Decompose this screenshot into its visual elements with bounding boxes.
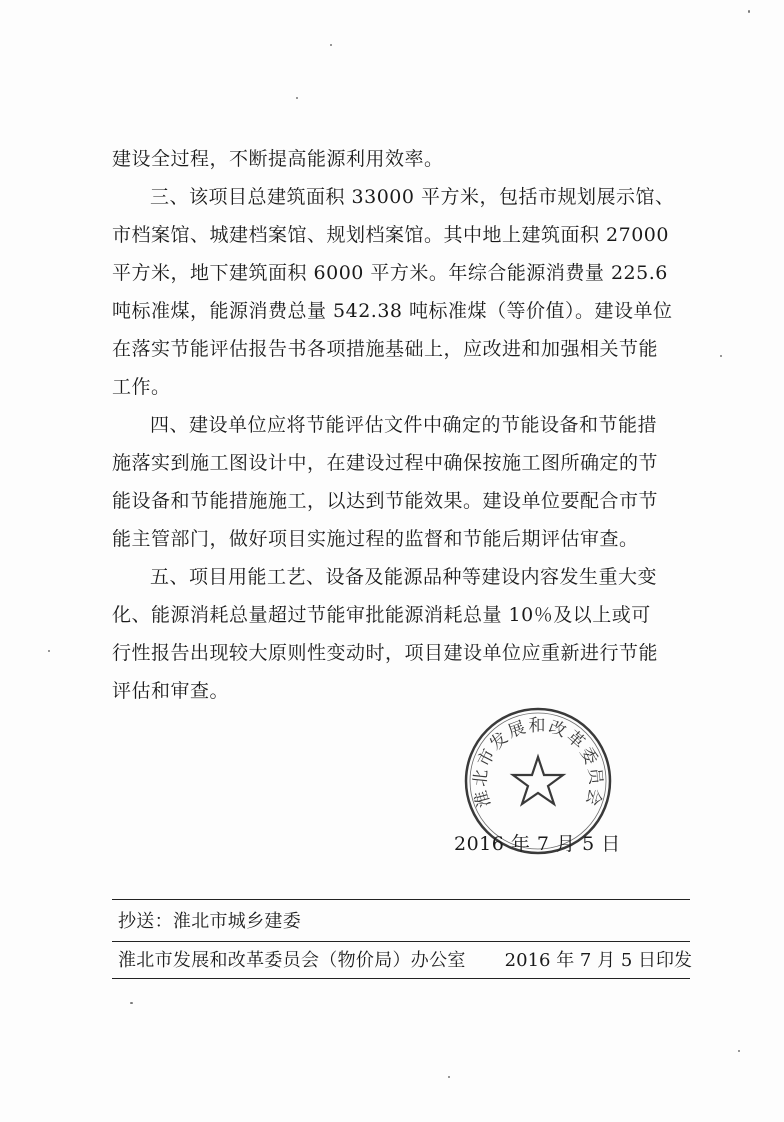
issuer-line: 淮北市发展和改革委员会（物价局）办公室	[118, 950, 466, 971]
footer-top-rule	[112, 899, 690, 900]
paragraph-line: 评估和审查。	[112, 680, 230, 702]
cc-label: 抄送：	[118, 911, 173, 932]
paragraph-line: 行性报告出现较大原则性变动时，项目建设单位应重新进行节能	[112, 642, 659, 664]
scan-speck	[448, 1076, 450, 1078]
paragraph-line: 四、建设单位应将节能评估文件中确定的节能设备和节能措	[150, 414, 658, 436]
print-date: 2016 年 7 月 5 日印发	[504, 950, 692, 971]
document-date: 2016 年 7 月 5 日	[454, 833, 621, 855]
scan-speck	[748, 10, 750, 13]
scan-speck	[330, 44, 332, 46]
paragraph-line: 能主管部门，做好项目实施过程的监督和节能后期评估审查。	[112, 528, 639, 550]
document-body	[112, 140, 702, 710]
cc-value: 淮北市城乡建委	[172, 911, 302, 932]
paragraph-line: 化、能源消耗总量超过节能审批能源消耗总量 10％及以上或可	[112, 604, 651, 626]
paragraph-line: 五、项目用能工艺、设备及能源品种等建设内容发生重大变	[150, 566, 658, 588]
paragraph-line: 平方米，地下建筑面积 6000 平方米。年综合能源消费量 225.6	[112, 262, 668, 284]
footer-bottom-rule	[112, 978, 690, 979]
paragraph-line: 市档案馆、城建档案馆、规划档案馆。其中地上建筑面积 27000	[112, 224, 669, 246]
paragraph-line: 能设备和节能措施施工，以达到节能效果。建设单位要配合市节	[112, 490, 659, 512]
paragraph-line: 施落实到施工图设计中，在建设过程中确保按施工图所确定的节	[112, 452, 659, 474]
scan-speck	[296, 97, 298, 99]
scan-speck	[130, 1002, 133, 1004]
paragraph-line: 建设全过程，不断提高能源利用效率。	[112, 148, 444, 170]
paragraph-line: 在落实节能评估报告书各项措施基础上，应改进和加强相关节能	[112, 338, 659, 360]
scan-speck	[48, 650, 50, 652]
seal-text: 淮北市发展和改革委员会	[470, 716, 606, 810]
scan-speck	[720, 355, 722, 357]
scan-speck	[738, 1050, 740, 1052]
cc-line	[118, 908, 301, 936]
paragraph-line: 吨标准煤，能源消费总量 542.38 吨标准煤（等价值）。建设单位	[112, 300, 673, 322]
footer-middle-rule	[112, 941, 690, 942]
svg-text:淮北市发展和改革委员会	[470, 716, 605, 810]
paragraph-line: 三、该项目总建筑面积 33000 平方米，包括市规划展示馆、	[150, 186, 675, 208]
paragraph-line: 工作。	[112, 376, 171, 398]
